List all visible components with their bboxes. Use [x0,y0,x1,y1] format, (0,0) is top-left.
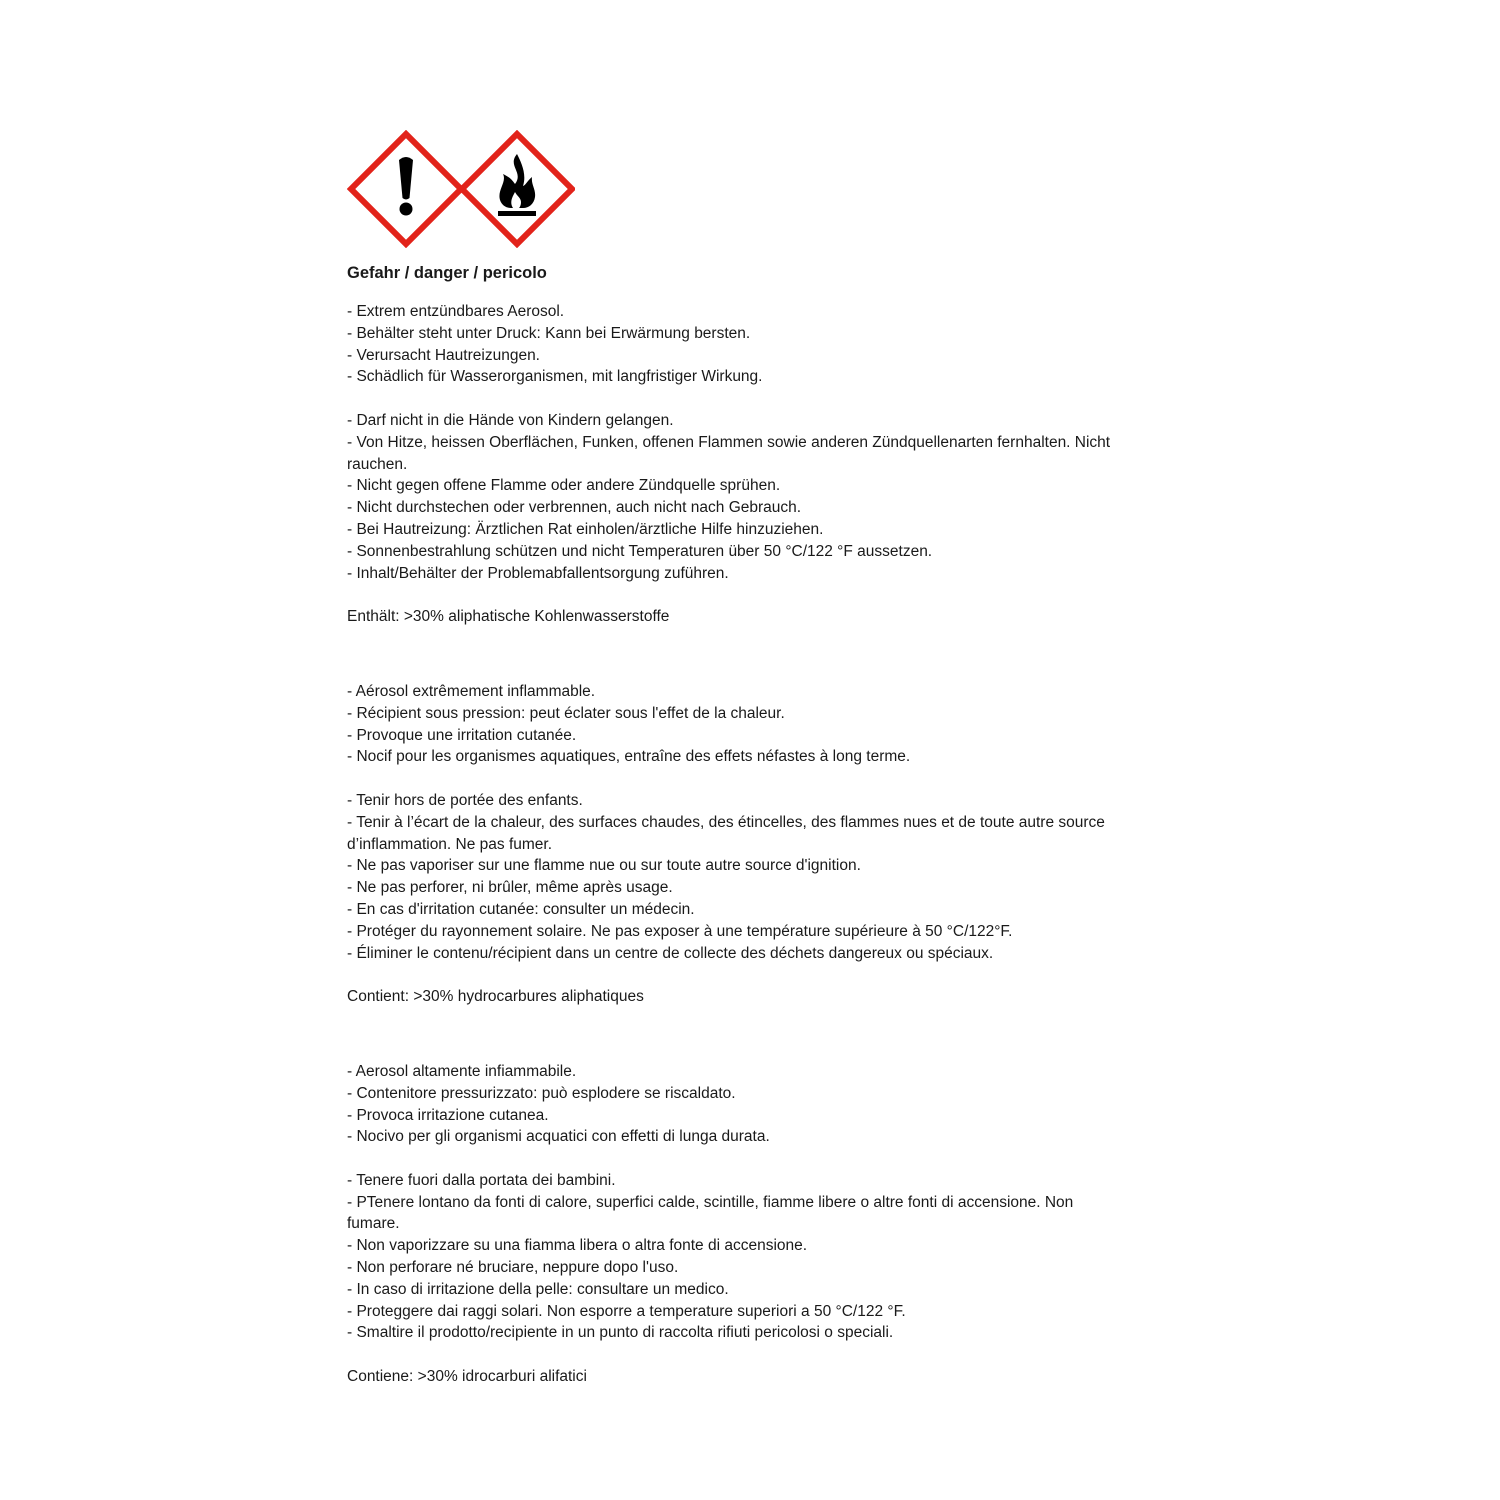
precautionary-statement: fumare. [347,1215,400,1233]
ghs07-exclamation-mark-icon [351,134,461,244]
precautionary-statement: - In caso di irritazione della pelle: consultare un medico. [347,1280,729,1298]
ghs-pictograms-svg [347,130,575,248]
precautionary-statement: - Non perforare né bruciare, neppure dopo l'uso. [347,1259,679,1277]
contains-statement-de: Enthält: >30% aliphatische Kohlenwasserstoffe [347,608,670,626]
precautionary-statement: - Tenere fuori dalla portata dei bambini. [347,1171,616,1189]
precautionary-statement: - Sonnenbestrahlung schützen und nicht Temperaturen über 50 °C/122 °F aussetzen. [347,542,933,560]
precautionary-statement: - Tenir hors de portée des enfants. [347,791,583,809]
precautionary-statements-de [347,410,1177,584]
precautionary-statement: - En cas d'irritation cutanée: consulter un médecin. [347,900,695,918]
hazard-statements-de [347,301,1177,388]
hazard-statement: - Schädlich für Wasserorganismen, mit langfristiger Wirkung. [347,368,763,386]
contains-statement-fr: Contient: >30% hydrocarbures aliphatiques [347,988,644,1006]
hazard-label-text [347,262,1177,1388]
hazard-statement: - Nocivo per gli organismi acquatici con effetti di lunga durata. [347,1128,770,1146]
hazard-statement: - Nocif pour les organismes aquatiques, entraîne des effets néfastes à long terme. [347,748,911,766]
signal-word: Gefahr / danger / pericolo [347,264,547,282]
precautionary-statements-it [347,1170,1177,1344]
section-it [347,1061,1177,1388]
precautionary-statement: d’inflammation. Ne pas fumer. [347,835,553,853]
ghs-pictograms [347,130,575,248]
precautionary-statement: - Éliminer le contenu/récipient dans un centre de collecte des déchets dangereux ou spéciaux. [347,944,994,962]
ghs02-flame-icon [462,134,572,244]
precautionary-statement: - Darf nicht in die Hände von Kindern gelangen. [347,411,674,429]
precautionary-statement: - Bei Hautreizung: Ärztlichen Rat einholen/ärztliche Hilfe hinzuziehen. [347,520,824,538]
hazard-statement: - Extrem entzündbares Aerosol. [347,303,565,320]
precautionary-statement: - Von Hitze, heissen Oberflächen, Funken, offenen Flammen sowie anderen Zündquellenarten fernhalten. Nicht [347,433,1111,451]
precautionary-statement: - Proteggere dai raggi solari. Non esporre a temperature superiori a 50 °C/122 °F. [347,1302,906,1320]
hazard-statement: - Aerosol altamente infiammabile. [347,1062,577,1080]
precautionary-statement: - PTenere lontano da fonti di calore, superfici calde, scintille, fiamme libere o altre fonti di accensione. Non [347,1193,1074,1211]
section-fr [347,681,1177,1008]
precautionary-statement: - Inhalt/Behälter der Problemabfallentsorgung zuführen. [347,564,729,582]
precautionary-statement: - Ne pas perforer, ni brûler, même après usage. [347,879,673,897]
precautionary-statement: - Ne pas vaporiser sur une flamme nue ou sur toute autre source d'ignition. [347,857,861,875]
precautionary-statement: rauchen. [347,455,408,473]
hazard-statement: - Provoca irritazione cutanea. [347,1106,549,1124]
hazard-statements-fr [347,681,1177,768]
precautionary-statement: - Nicht durchstechen oder verbrennen, auch nicht nach Gebrauch. [347,499,802,517]
section-de [347,301,1177,628]
hazard-statement: - Récipient sous pression: peut éclater sous l'effet de la chaleur. [347,704,785,722]
hazard-statement: - Behälter steht unter Druck: Kann bei Erwärmung bersten. [347,324,751,342]
precautionary-statement: - Tenir à l’écart de la chaleur, des surfaces chaudes, des étincelles, des flammes nues et de toute autre source [347,813,1105,831]
precautionary-statement: - Protéger du rayonnement solaire. Ne pas exposer à une température supérieure à 50 °C/122°F. [347,922,1013,940]
hazard-statement: - Contenitore pressurizzato: può esplodere se riscaldato. [347,1084,736,1102]
hazard-statement: - Provoque une irritation cutanée. [347,726,577,744]
hazard-statement: - Verursacht Hautreizungen. [347,346,540,364]
precautionary-statement: - Nicht gegen offene Flamme oder andere Zündquelle sprühen. [347,477,781,495]
hazard-statement: - Aérosol extrêmement inflammable. [347,682,596,700]
precautionary-statement: - Non vaporizzare su una fiamma libera o altra fonte di accensione. [347,1237,808,1255]
contains-statement-it: Contiene: >30% idrocarburi alifatici [347,1368,587,1386]
precautionary-statements-fr [347,790,1177,964]
precautionary-statement: - Smaltire il prodotto/recipiente in un punto di raccolta rifiuti pericolosi o speciali. [347,1324,894,1342]
hazard-statements-it [347,1061,1177,1148]
